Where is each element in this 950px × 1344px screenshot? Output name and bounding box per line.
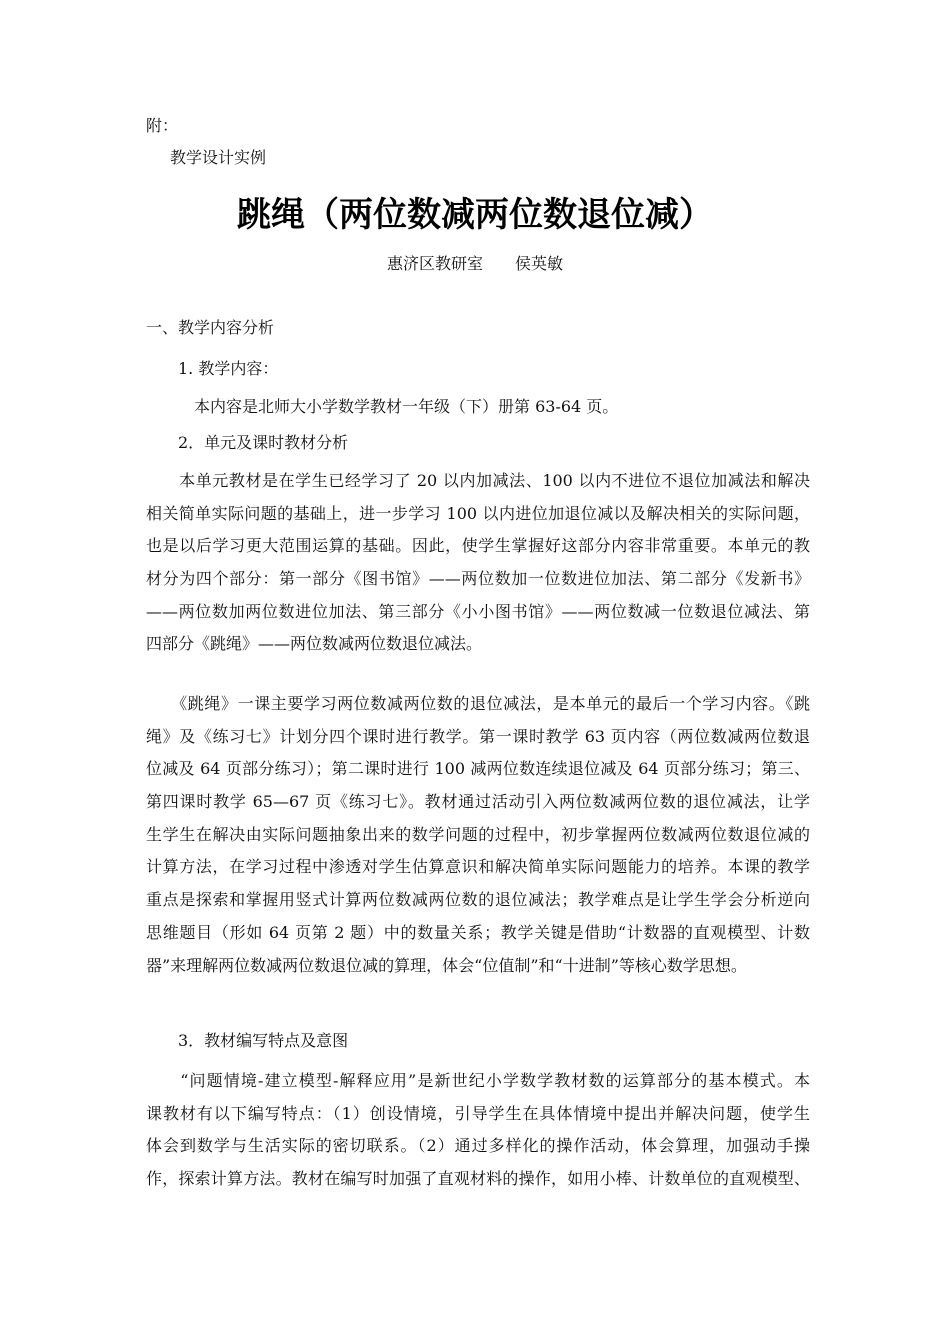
paragraph-line: 绳》及《练习七》计划分四个课时进行教学。第一课时教学 63 页内容（两位数减两位数退 xyxy=(146,726,810,746)
paragraph-textbook-features xyxy=(146,1065,810,1196)
paragraph-lesson-analysis xyxy=(146,688,810,982)
paragraph-line: 第四课时教学 65—67 页《练习七》。教材通过活动引入两位数减两位数的退位减法，让学 xyxy=(146,792,810,812)
paragraph-line: “问题情境-建立模型-解释应用”是新世纪小学数学教材数的运算部分的基本模式。本 xyxy=(146,1071,810,1090)
paragraph-line: 计算方法，在学习过程中渗透对学生估算意识和解决简单实际问题能力的培养。本课的教学 xyxy=(146,857,810,877)
paragraph-line: 本单元教材是在学生已经学习了 20 以内加减法、100 以内不进位不退位加减法和解决 xyxy=(146,471,810,490)
paragraph-line: 也是以后学习更大范围运算的基础。因此，使学生掌握好这部分内容非常重要。本单元的教 xyxy=(146,536,810,556)
paragraph-line: 作，探索计算方法。教材在编写时加强了直观材料的操作，如用小棒、计数单位的直观模型、 xyxy=(146,1169,810,1189)
section-heading-content-analysis: 一、教学内容分析 xyxy=(146,318,275,337)
author-line: 惠济区教研室 侯英敏 xyxy=(386,254,563,273)
paragraph-line: 相关简单实际问题的基础上，进一步学习 100 以内进位加退位减以及解决相关的实际问题， xyxy=(146,503,810,523)
paragraph-line: 器”来理解两位数减两位数退位减的算理，体会“位值制”和“十进制”等核心数学思想。 xyxy=(146,955,747,975)
paragraph-line: 体会到数学与生活实际的密切联系。（2）通过多样化的操作活动，体会算理，加强动手操 xyxy=(146,1136,810,1156)
item-heading-textbook-features: 3．教材编写特点及意图 xyxy=(178,1031,349,1050)
annex-label: 附： xyxy=(146,116,179,135)
subtitle: 教学设计实例 xyxy=(170,148,267,167)
paragraph-line: 材分为四个部分：第一部分《图书馆》——两位数加一位数进位加法、第二部分《发新书》 xyxy=(146,569,810,589)
paragraph-line: 思维题目（形如 64 页第 2 题）中的数量关系；教学关键是借助“计数器的直观模型、计数 xyxy=(146,922,810,942)
paragraph-unit-analysis xyxy=(146,465,810,661)
document-title: 跳绳（两位数减两位数退位减） xyxy=(237,195,713,235)
item-heading-unit-analysis: 2．单元及课时教材分析 xyxy=(178,433,349,452)
paragraph-line: 课教材有以下编写特点：（1）创设情境，引导学生在具体情境中提出并解决问题，使学生 xyxy=(146,1103,810,1123)
paragraph-line: 生学生在解决由实际问题抽象出来的数学问题的过程中，初步掌握两位数减两位数退位减的 xyxy=(146,824,810,844)
paragraph-line: 《跳绳》一课主要学习两位数减两位数的退位减法，是本单元的最后一个学习内容。《跳 xyxy=(146,694,810,713)
teaching-content-text: 本内容是北师大小学数学教材一年级（下）册第 63-64 页。 xyxy=(194,397,619,416)
paragraph-line: 位减及 64 页部分练习）；第二课时进行 100 减两位数连续退位减及 64 页部分练习；第三、 xyxy=(146,759,810,779)
paragraph-line: 四部分《跳绳》——两位数减两位数退位减法。 xyxy=(146,634,483,654)
paragraph-line: ——两位数加两位数进位加法、第三部分《小小图书馆》——两位数减一位数退位减法、第 xyxy=(146,601,810,621)
paragraph-line: 重点是探索和掌握用竖式计算两位数减两位数的退位减法；教学难点是让学生学会分析逆向 xyxy=(146,890,810,910)
item-heading-teaching-content: 1. 教学内容： xyxy=(178,359,279,378)
